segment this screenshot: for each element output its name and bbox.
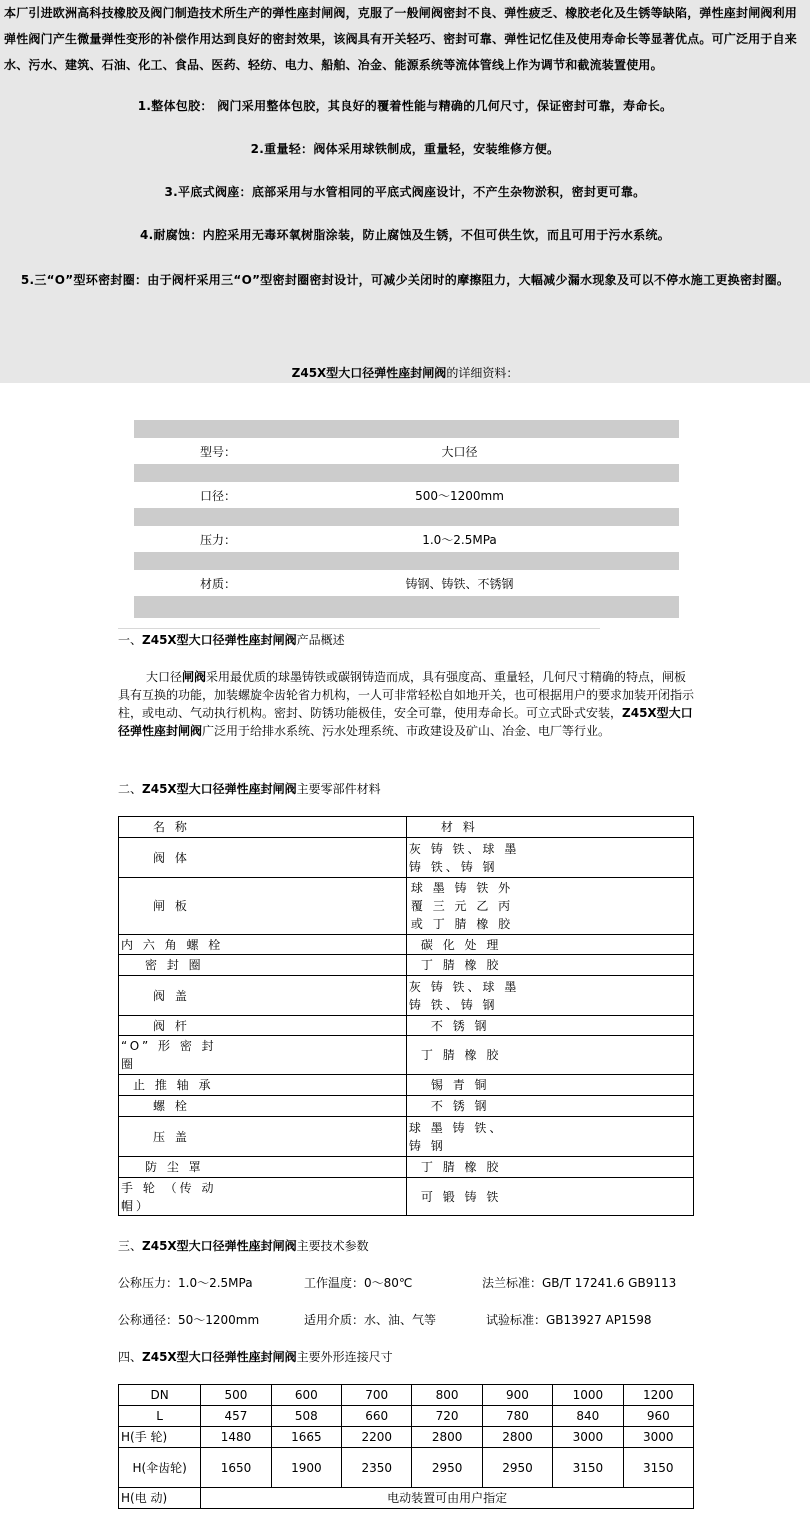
overview-paragraph	[118, 668, 696, 740]
part-name: 阀 杆	[119, 1016, 407, 1036]
spec-band	[134, 508, 679, 526]
section-prefix: 二、	[118, 782, 143, 796]
dim-cell: 1000	[553, 1385, 623, 1406]
part-material: 球 墨 铸 铁、铸 钢	[406, 1117, 693, 1157]
part-material: 球 墨 铸 铁 外 覆 三 元 乙 丙 或 丁 腈 橡 胶	[406, 878, 693, 935]
spec-row-model	[134, 438, 679, 464]
section-suffix: 主要零部件材料	[296, 782, 381, 796]
table-row	[119, 935, 694, 955]
intro-panel	[0, 0, 810, 383]
part-material: 丁 腈 橡 胶	[406, 955, 693, 976]
header-name: 名 称	[119, 817, 407, 838]
materials-table	[118, 816, 694, 1216]
table-row	[119, 1488, 694, 1509]
section-suffix: 主要外形连接尺寸	[296, 1350, 393, 1364]
table-row	[119, 1016, 694, 1036]
dim-cell: 508	[271, 1406, 341, 1427]
dim-label: DN	[119, 1385, 201, 1406]
spec-value: 500～1200mm	[415, 488, 504, 503]
dim-cell: 800	[412, 1385, 482, 1406]
dim-cell: 1200	[623, 1385, 693, 1406]
table-row	[119, 1385, 694, 1406]
header-material: 材 料	[406, 817, 693, 838]
table-row	[119, 955, 694, 976]
table-row	[119, 838, 694, 878]
part-material: 不 锈 钢	[406, 1096, 693, 1117]
spec-band	[134, 420, 679, 438]
feature-3: 3.平底式阀座：底部采用与水管相同的平底式阀座设计，不产生杂物淤积，密封更可靠。	[164, 185, 646, 199]
detail-title-product: Z45X型大口径弹性座封闸阀	[291, 366, 447, 380]
table-row	[119, 1036, 694, 1075]
spec-value: 铸钢、铸铁、不锈钢	[405, 576, 514, 591]
part-material: 灰 铸 铁、球 墨 铸 铁、铸 钢	[406, 838, 693, 878]
spec-label: 口径：	[200, 488, 237, 503]
spec-band	[134, 552, 679, 570]
overview-bold: Z45X型大口径弹性座封闸阀	[118, 706, 693, 738]
feature-2: 2.重量轻：阀体采用球铁制成，重量轻，安装维修方便。	[250, 142, 560, 156]
part-name: 止 推 轴 承	[119, 1075, 407, 1096]
dim-label: L	[119, 1406, 201, 1427]
divider	[118, 628, 600, 629]
table-row	[119, 1117, 694, 1157]
section-prefix: 四、	[118, 1350, 143, 1364]
spec-label: 型号：	[200, 444, 237, 459]
dim-cell: 3150	[553, 1448, 623, 1488]
dim-cell: 840	[553, 1406, 623, 1427]
part-name: 防 尘 罩	[119, 1157, 407, 1178]
table-row	[119, 878, 694, 935]
dimensions-table	[118, 1384, 694, 1509]
part-material: 丁 腈 橡 胶	[406, 1157, 693, 1178]
intro-paragraph: 本厂引进欧洲高科技橡胶及阀门制造技术所生产的弹性座封闸阀，克服了一般闸阀密封不良、弹性疲乏、橡胶老化及生锈等缺陷，弹性座封闸阀利用弹性阀门产生微量弹性变形的补偿作用达到良好的密封效果，该阀具有开关轻巧、密封可靠、弹性记忆佳及使用寿命长等显著优点。可广泛用于自来水、污水、建筑、石油、化工、食品、医药、轻纺、电力、船舶、冶金、能源系统等流体管线上作为调节和截流装置使用。	[4, 6, 798, 72]
section-title-overview	[118, 631, 345, 648]
param-nominal-pressure: 公称压力：1.0～2.5MPa	[118, 1276, 253, 1290]
param-test-standard: 试验标准：GB13927 AP1598	[486, 1313, 652, 1327]
part-name: 螺 栓	[119, 1096, 407, 1117]
spec-label: 压力：	[200, 532, 237, 547]
dim-label: H(伞齿轮)	[119, 1448, 201, 1488]
overview-bold: 闸阀	[182, 670, 207, 684]
param-row	[118, 1311, 652, 1328]
param-row	[118, 1274, 676, 1291]
dim-cell: 2800	[482, 1427, 552, 1448]
spec-row-material	[134, 570, 679, 596]
part-material: 灰 铸 铁、球 墨 铸 铁、铸 钢	[406, 976, 693, 1016]
dim-cell: 2950	[482, 1448, 552, 1488]
param-flange-standard: 法兰标准：GB/T 17241.6 GB9113	[482, 1276, 677, 1290]
table-row	[119, 1427, 694, 1448]
dim-cell: 900	[482, 1385, 552, 1406]
dim-cell: 600	[271, 1385, 341, 1406]
part-name: “O” 形 密 封 圈	[119, 1036, 407, 1075]
table-row	[119, 1178, 694, 1216]
table-row	[119, 1096, 694, 1117]
section-title-dimensions	[118, 1348, 393, 1365]
table-header-row	[119, 817, 694, 838]
spec-label: 材质：	[200, 576, 237, 591]
dim-cell: 500	[201, 1385, 271, 1406]
dim-cell: 1900	[271, 1448, 341, 1488]
dim-cell: 720	[412, 1406, 482, 1427]
dim-cell: 2800	[412, 1427, 482, 1448]
section-title-params	[118, 1237, 369, 1254]
spec-row-pressure	[134, 526, 679, 552]
dim-cell: 700	[342, 1385, 412, 1406]
overview-text: 采用最优质的球墨铸铁或碳钢铸造而成，具有强度高、重量轻，几何尺寸精确的特点，闸板具有互换的功能，加装螺旋伞齿轮省力机构，一人可非常轻松自如地开关，也可根据用户的要求加装开闭指示柱，或电动、气动执行机构。密封、防锈功能极佳，安全可靠，使用寿命长。可立式卧式安装，	[118, 670, 695, 720]
part-name: 密 封 圈	[119, 955, 407, 976]
dim-label: H(电 动)	[119, 1488, 201, 1509]
section-product: Z45X型大口径弹性座封闸阀	[142, 633, 297, 647]
section-prefix: 三、	[118, 1239, 143, 1253]
spec-box	[134, 420, 679, 618]
part-material: 不 锈 钢	[406, 1016, 693, 1036]
part-name: 内 六 角 螺 栓	[119, 935, 407, 955]
table-row	[119, 1075, 694, 1096]
dim-cell: 780	[482, 1406, 552, 1427]
part-material: 碳 化 处 理	[406, 935, 693, 955]
section-title-materials	[118, 780, 381, 797]
dim-cell: 1665	[271, 1427, 341, 1448]
dim-cell: 1650	[201, 1448, 271, 1488]
section-suffix: 产品概述	[296, 633, 345, 647]
spec-value: 大口径	[441, 444, 478, 459]
overview-text: 广泛用于给排水系统、污水处理系统、市政建设及矿山、冶金、电厂等行业。	[202, 724, 611, 738]
dim-cell: 960	[623, 1406, 693, 1427]
param-medium: 适用介质：水、油、气等	[304, 1313, 437, 1327]
dim-electric-note: 电动装置可由用户指定	[201, 1488, 694, 1509]
section-suffix: 主要技术参数	[296, 1239, 369, 1253]
dim-cell: 1480	[201, 1427, 271, 1448]
param-working-temp: 工作温度：0～80℃	[304, 1276, 413, 1290]
feature-5: 5.三“O”型环密封圈：由于阀杆采用三“O”型密封圈密封设计，可减少关闭时的摩擦阻力，大幅减少漏水现象及可以不停水施工更换密封圈。	[20, 273, 790, 287]
dim-label: H(手 轮)	[119, 1427, 201, 1448]
part-name: 闸 板	[119, 878, 407, 935]
dim-cell: 2350	[342, 1448, 412, 1488]
table-row	[119, 1406, 694, 1427]
part-name: 手 轮 （传 动 帽）	[119, 1178, 407, 1216]
part-material: 丁 腈 橡 胶	[406, 1036, 693, 1075]
dim-cell: 2200	[342, 1427, 412, 1448]
table-row	[119, 976, 694, 1016]
section-prefix: 一、	[118, 633, 143, 647]
feature-1: 1.整体包胶： 阀门采用整体包胶，其良好的覆着性能与精确的几何尺寸，保证密封可靠，寿命长。	[137, 99, 673, 113]
part-material: 锡 青 铜	[406, 1075, 693, 1096]
part-material: 可 锻 铸 铁	[406, 1178, 693, 1216]
part-name: 压 盖	[119, 1117, 407, 1157]
dim-cell: 3150	[623, 1448, 693, 1488]
spec-band	[134, 464, 679, 482]
dim-cell: 2950	[412, 1448, 482, 1488]
part-name: 阀 盖	[119, 976, 407, 1016]
section-product: Z45X型大口径弹性座封闸阀	[142, 1350, 297, 1364]
dim-cell: 457	[201, 1406, 271, 1427]
section-product: Z45X型大口径弹性座封闸阀	[142, 782, 297, 796]
detail-title	[0, 364, 810, 381]
part-name: 阀 体	[119, 838, 407, 878]
dim-cell: 3000	[623, 1427, 693, 1448]
dim-cell: 660	[342, 1406, 412, 1427]
overview-text: 大口径	[146, 670, 183, 684]
dim-cell: 3000	[553, 1427, 623, 1448]
feature-4: 4.耐腐蚀：内腔采用无毒环氧树脂涂装，防止腐蚀及生锈，不但可供生饮，而且可用于污水系统。	[139, 228, 671, 242]
detail-title-suffix: 的详细资料：	[446, 366, 519, 380]
param-nominal-diameter: 公称通径：50～1200mm	[118, 1313, 260, 1327]
spec-value: 1.0～2.5MPa	[422, 532, 497, 547]
spec-band	[134, 596, 679, 618]
section-product: Z45X型大口径弹性座封闸阀	[142, 1239, 297, 1253]
table-row	[119, 1448, 694, 1488]
table-row	[119, 1157, 694, 1178]
spec-row-caliber	[134, 482, 679, 508]
